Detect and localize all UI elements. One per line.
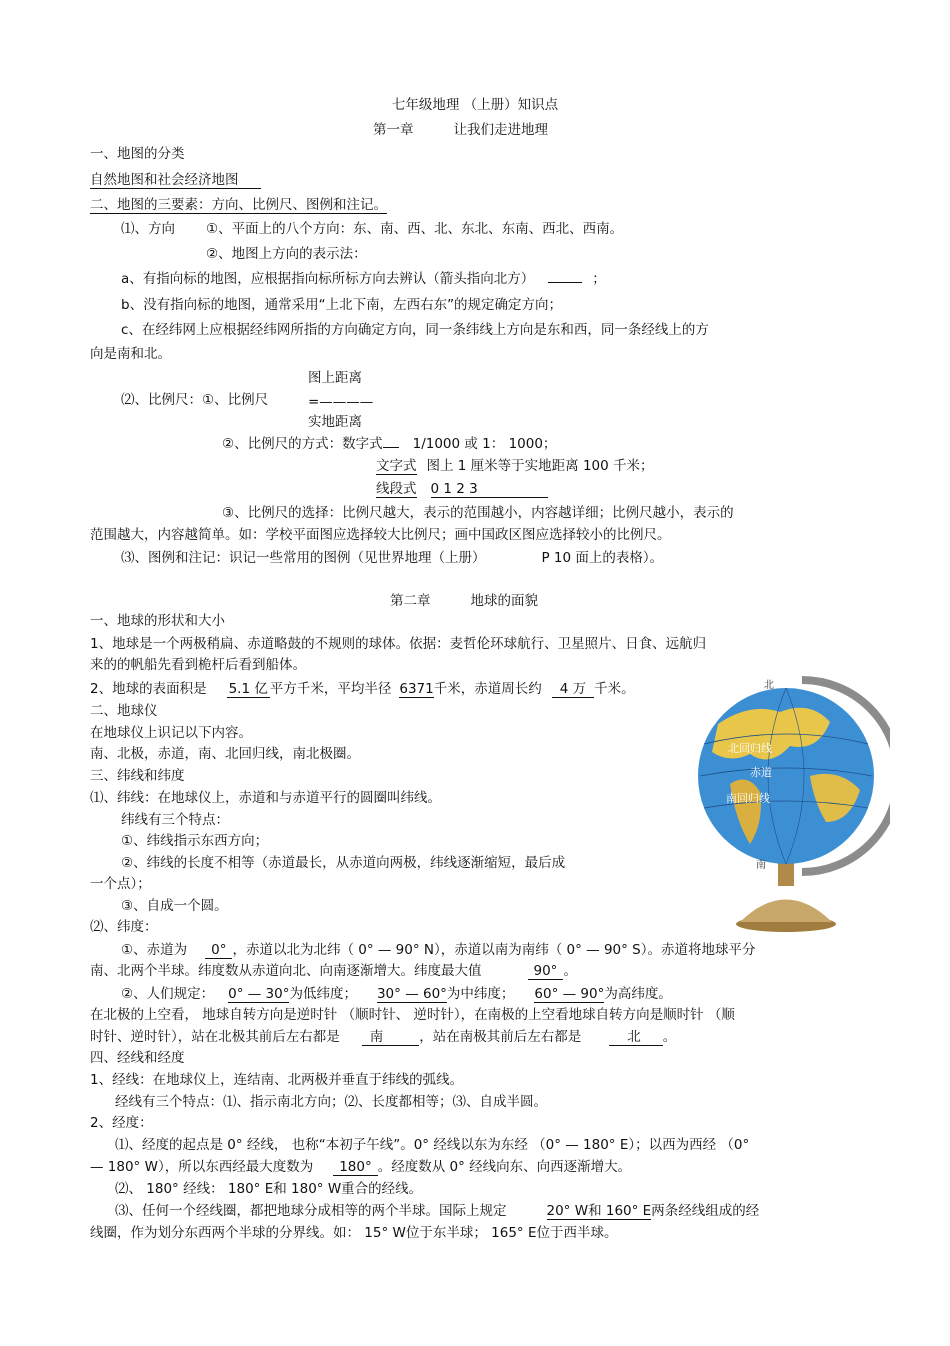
longitude-degree-1: ⑴、经度的起点是 0° 经线， 也称“本初子午线”。0° 经线以东为东经 （0° — 180° E）；以西为西经 （0°: [115, 1137, 750, 1153]
label-south: 南: [756, 860, 766, 871]
label-north: 北: [764, 680, 774, 691]
scale-text-form: 文字式 图上 1 厘米等于实地距离 100 千米；: [376, 458, 654, 474]
direction-1: ①、平面上的八个方向：东、南、西、北、东北、东南、西北、西南。: [206, 221, 624, 237]
direction-a: a、有指向标的地图，应根据指向标所标方向去辨认（箭头指向北方） ；: [121, 271, 606, 287]
latitude-degree: ⑵、纬度：: [90, 919, 158, 935]
rotation-2: 时针、逆时针），站在北极其前后左右都是 南 ，站在南极其前后左右都是 北 。: [90, 1029, 677, 1045]
direction-b: b、没有指向标的地图，通常采用“上北下南，左西右东”的规定确定方向；: [121, 297, 563, 313]
latitude-degree-2: ②、人们规定： 0° — 30°为低纬度； 30° — 60°为中纬度； 60° — 90°为高纬度。: [121, 986, 672, 1002]
fraction-numerator: 图上距离: [308, 370, 362, 386]
scale-choice-2: 范围越大，内容越简单。如：学校平面图应选择较大比例尺；画中国政区图应选择较小的比例尺。: [90, 527, 671, 543]
section-longitude: 四、经线和经度: [90, 1050, 185, 1066]
latitude-degree-1b: 南、北两个半球。纬度数从赤道向北、向南逐渐增大。纬度最大值 90° 。: [90, 963, 577, 979]
section-map-types: 一、地图的分类: [90, 146, 185, 162]
section-globe: 二、地球仪: [90, 703, 158, 719]
latitude-degree-1: ①、赤道为 0° ，赤道以北为北纬（ 0° — 90° N），赤道以南为南纬（ 0° — 90° S）。赤道将地球平分: [121, 942, 756, 958]
globe-text-1: 在地球仪上识记以下内容。: [90, 725, 252, 741]
chapter1-heading: 第一章 让我们走进地理: [373, 122, 548, 138]
rotation-1: 在北极的上空看， 地球自转方向是逆时针 （顺时针、 逆时针），在南极的上空看地球自转方向是顺时针 （顺: [90, 1007, 735, 1023]
longitude-degree-1b: — 180° W），所以东西经最大度数为 180° 。经度数从 0° 经线向东、向西逐渐增大。: [90, 1159, 632, 1175]
section-latitude: 三、纬线和纬度: [90, 768, 185, 784]
scale-line-form: 线段式 0 1 2 3: [376, 480, 548, 498]
fraction-denominator: 实地距离: [308, 414, 362, 430]
earth-shape-2: 来的的帆船先看到桅杆后看到船体。: [90, 657, 306, 673]
longitude-degree-2: ⑵、 180° 经线： 180° E和 180° W重合的经线。: [115, 1181, 423, 1197]
map-types-line: 自然地图和社会经济地图: [90, 171, 261, 189]
label-equator: 赤道: [750, 766, 772, 779]
section-earth-shape: 一、地球的形状和大小: [90, 613, 225, 629]
scale-label: ⑵、比例尺：①、比例尺: [121, 392, 269, 408]
longitude-degree: 2、经度：: [90, 1115, 153, 1131]
direction-c2: 向是南和北。: [90, 346, 171, 362]
longitude-features: 经线有三个特点：⑴、指示南北方向；⑵、长度都相等；⑶、自成半圆。: [115, 1094, 547, 1110]
direction-label: ⑴、方向: [121, 221, 175, 237]
scale-choice-1: ③、比例尺的选择：比例尺越大，表示的范围越小，内容越详细；比例尺越小，表示的: [222, 505, 734, 521]
globe-illustration: [690, 672, 890, 934]
earth-shape-1: 1、地球是一个两极稍扁、赤道略鼓的不规则的球体。依据：麦哲伦环球航行、卫星照片、日食、远航归: [90, 636, 707, 652]
legend-line: ⑶、图例和注记：识记一些常用的图例（见世界地理（上册） P 10 面上的表格）。: [121, 550, 664, 566]
chapter2-heading: 第二章 地球的面貌: [390, 593, 538, 609]
scale-forms: ②、比例尺的方式：数字式 1/1000 或 1： 1000；: [222, 436, 557, 452]
globe-text-2: 南、北极，赤道，南、北回归线，南北极圈。: [90, 746, 360, 762]
section-map-elements: 二、地图的三要素：方向、比例尺、图例和注记。: [90, 197, 387, 213]
longitude-degree-3b: 线圈，作为划分东西两个半球的分界线。如： 15° W位于东半球； 165° E位于西半球。: [90, 1225, 618, 1241]
longitude-degree-3: ⑶、任何一个经线圈，都把地球分成相等的两个半球。国际上规定 20° W和 160° E两条经线组成的经: [115, 1203, 760, 1219]
latitude-feature-3: ③、自成一个圆。: [121, 898, 228, 914]
longitude-line-def: 1、经线：在地球仪上，连结南、北两极并垂直于纬线的弧线。: [90, 1072, 464, 1088]
direction-2: ②、地图上方向的表示法：: [206, 246, 367, 262]
latitude-feature-2: ②、纬线的长度不相等（赤道最长，从赤道向两极，纬线逐渐缩短，最后成: [121, 855, 566, 871]
label-north-tropic: 北回归线: [728, 742, 772, 755]
latitude-features: 纬线有三个特点：: [121, 812, 229, 828]
fraction-line: =————: [308, 394, 374, 410]
globe-stand: [740, 900, 832, 923]
label-south-tropic: 南回归线: [726, 792, 770, 805]
latitude-line-def: ⑴、纬线：在地球仪上，赤道和与赤道平行的圆圈叫纬线。: [90, 790, 441, 806]
earth-size: 2、地球的表面积是 5.1 亿 平方千米，平均半径 6371千米，赤道周长约 4 万 千米。: [90, 681, 635, 697]
latitude-feature-1: ①、纬线指示东西方向；: [121, 833, 269, 849]
latitude-feature-2b: 一个点）；: [90, 876, 151, 892]
direction-c1: c、在经纬网上应根据经纬网所指的方向确定方向，同一条纬线上方向是东和西，同一条经线上的方: [121, 322, 709, 338]
page-title: 七年级地理 （上册）知识点: [391, 97, 559, 113]
